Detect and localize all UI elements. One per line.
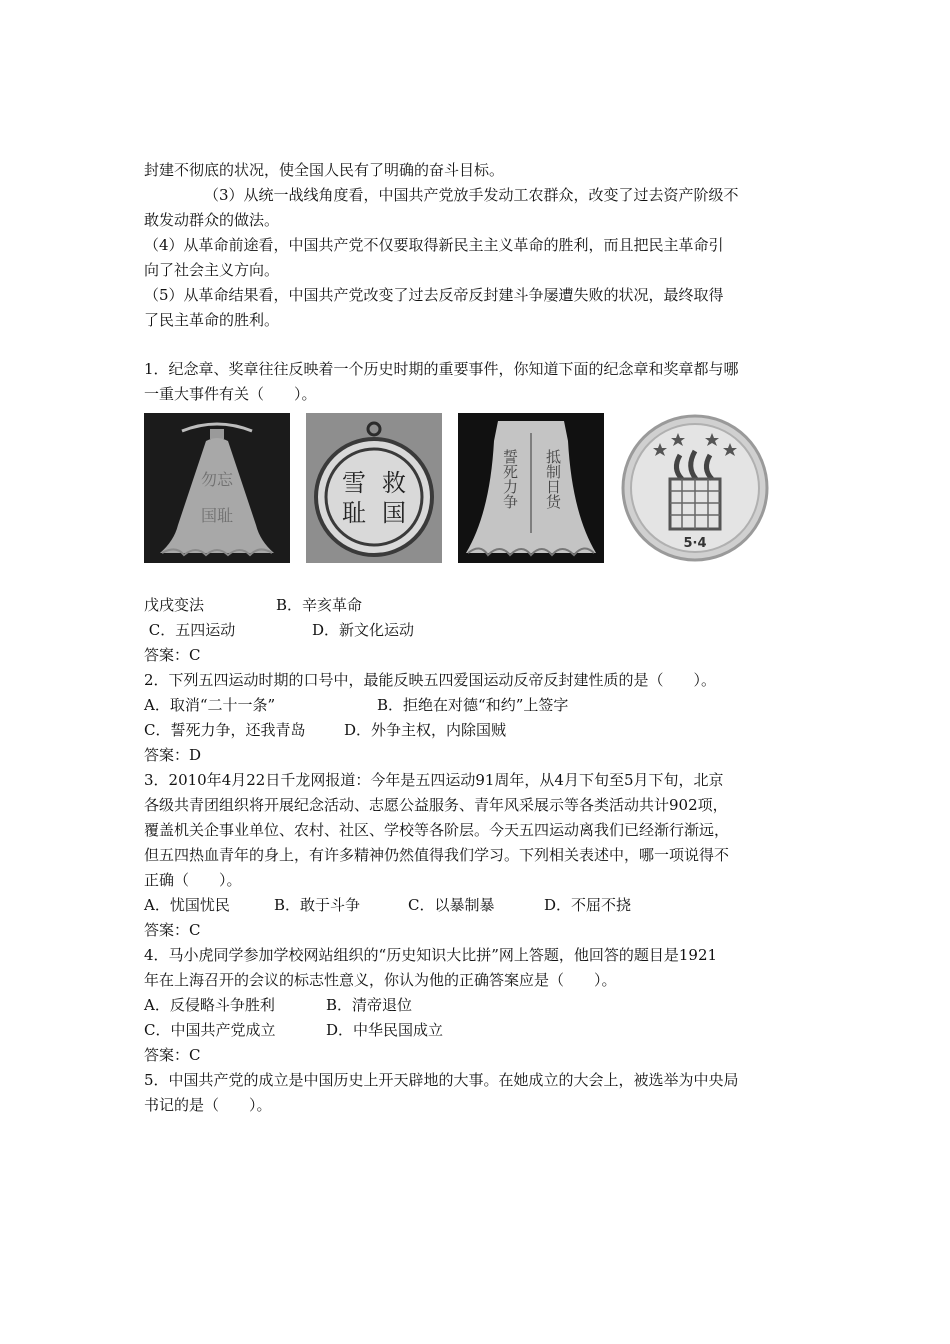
q1-options-row-2 xyxy=(144,618,809,643)
svg-text:雪: 雪 xyxy=(342,469,366,497)
intro-line-1: 封建不彻底的状况，使全国人民有了明确的奋斗目标。 xyxy=(144,161,505,179)
svg-text:耻: 耻 xyxy=(342,499,366,527)
q1-options-row-1 xyxy=(144,593,809,618)
q4-answer: 答案：C xyxy=(144,1046,201,1064)
q3-line-1: 3．2010年4月22日千龙网报道：今年是五四运动91周年，从4月下旬至5月下旬，北京 xyxy=(144,771,724,789)
q3-option-d: D．不屈不挠 xyxy=(544,896,632,914)
intro-line-7: 了民主革命的胜利。 xyxy=(144,311,280,329)
q4-options-row-2 xyxy=(144,1018,809,1043)
svg-text:国: 国 xyxy=(382,499,406,527)
q2-option-b: B．拒绝在对德“和约”上签字 xyxy=(377,696,569,714)
bell-badge-image xyxy=(458,413,604,563)
svg-text:抵制日货: 抵制日货 xyxy=(544,449,562,509)
q2-options-row-2 xyxy=(144,718,809,743)
q3-line-5: 正确（ ）。 xyxy=(144,871,242,889)
q1-option-a: 戊戌变法 xyxy=(144,596,205,614)
q1-option-c: C．五四运动 xyxy=(144,621,236,639)
intro-line-3: 敢发动群众的做法。 xyxy=(144,211,280,229)
intro-line-2: （3）从统一战线角度看，中国共产党放手发动工农群众，改变了过去资产阶级不 xyxy=(204,186,739,204)
q2-option-a: A．取消“二十一条” xyxy=(144,696,276,714)
q4-line-1: 4．马小虎同学参加学校网站组织的“历史知识大比拼”网上答题，他回答的题目是1921 xyxy=(144,946,718,964)
q2-option-c: C．誓死力争，还我青岛 xyxy=(144,721,306,739)
may-fourth-medal-image xyxy=(620,413,770,563)
round-medal-image xyxy=(306,413,442,563)
bell-medal-image xyxy=(144,413,290,563)
svg-text:救: 救 xyxy=(382,469,406,497)
q1-answer: 答案：C xyxy=(144,646,201,664)
intro-line-5: 向了社会主义方向。 xyxy=(144,261,280,279)
q4-option-b: B．清帝退位 xyxy=(326,996,413,1014)
medal-images xyxy=(144,413,809,583)
intro-line-6: （5）从革命结果看，中国共产党改变了过去反帝反封建斗争屡遭失败的状况，最终取得 xyxy=(144,286,724,304)
q2-option-d: D．外争主权，内除国贼 xyxy=(344,721,507,739)
q1-line-2: 一重大事件有关（ ）。 xyxy=(144,385,317,403)
q3-option-b: B．敢于斗争 xyxy=(274,896,361,914)
q4-option-c: C．中国共产党成立 xyxy=(144,1021,276,1039)
q1-line-1: 1．纪念章、奖章往往反映着一个历史时期的重要事件，你知道下面的纪念章和奖章都与哪 xyxy=(144,360,739,378)
svg-text:国耻: 国耻 xyxy=(200,506,234,525)
q2-answer: 答案：D xyxy=(144,746,202,764)
q2-options-row-1 xyxy=(144,693,809,718)
svg-text:勿忘: 勿忘 xyxy=(200,470,234,489)
q4-option-d: D．中华民国成立 xyxy=(326,1021,444,1039)
q3-option-a: A．忧国忧民 xyxy=(144,896,230,914)
q3-line-2: 各级共青团组织将开展纪念活动、志愿公益服务、青年风采展示等各类活动共计902项， xyxy=(144,796,728,814)
q3-options-row xyxy=(144,893,809,918)
q3-line-3: 覆盖机关企事业单位、农村、社区、学校等各阶层。今天五四运动离我们已经渐行渐远， xyxy=(144,821,730,839)
svg-text:誓死力争: 誓死力争 xyxy=(501,449,519,509)
document-body xyxy=(144,158,809,1118)
q4-options-row-1 xyxy=(144,993,809,1018)
intro-line-4: （4）从革命前途看，中国共产党不仅要取得新民主主义革命的胜利，而且把民主革命引 xyxy=(144,236,724,254)
q1-option-d: D．新文化运动 xyxy=(312,621,415,639)
q4-option-a: A．反侵略斗争胜利 xyxy=(144,996,275,1014)
q3-line-4: 但五四热血青年的身上，有许多精神仍然值得我们学习。下列相关表述中，哪一项说得不 xyxy=(144,846,730,864)
q2-line: 2．下列五四运动时期的口号中，最能反映五四爱国运动反帝反封建性质的是（ ）。 xyxy=(144,671,717,689)
q5-line-2: 书记的是（ ）。 xyxy=(144,1096,272,1114)
q3-answer: 答案：C xyxy=(144,921,201,939)
q4-line-2: 年在上海召开的会议的标志性意义，你认为他的正确答案应是（ ）。 xyxy=(144,971,617,989)
q5-line-1: 5．中国共产党的成立是中国历史上开天辟地的大事。在她成立的大会上，被选举为中央局 xyxy=(144,1071,739,1089)
q3-option-c: C．以暴制暴 xyxy=(408,896,495,914)
svg-text:5·4: 5·4 xyxy=(683,536,707,551)
q1-option-b: B．辛亥革命 xyxy=(276,596,363,614)
